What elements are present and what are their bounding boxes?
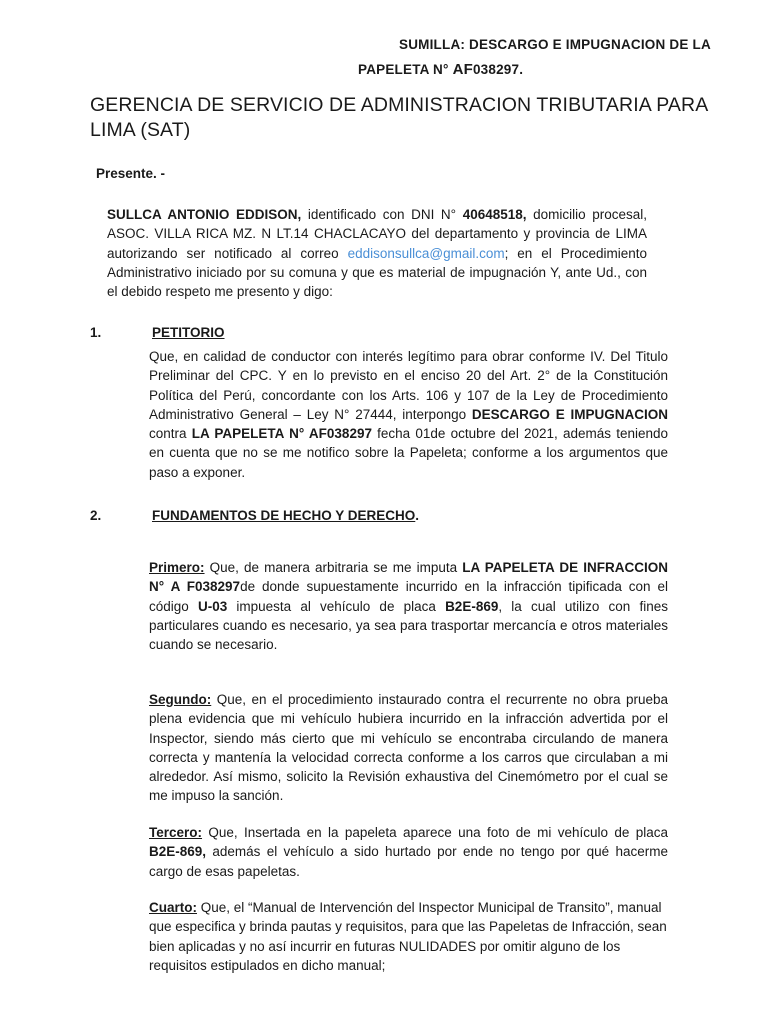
section-1-heading: PETITORIO [152,325,225,340]
section-2-number: 2. [90,508,102,523]
petitorio-paragraph: Que, en calidad de conductor con interés legítimo para obrar conforme IV. Del Titulo Preliminar del CPC. Y en lo previsto en el enciso 20 del Art. 2° de la Constitución Política del Perú, concordante con los Arts. 106 y 107 de la Ley de Procedimiento Administrativo General – Ley N° 27444, interpongo DESCARGO E IMPUGNACION contra LA PAPELETA N° AF038297 fecha 01de octubre del 2021, además teniendo en cuenta que no se me notifico sobre la Papeleta; conforme a los argumentos que paso a exponer. [149,349,669,480]
tercero-paragraph: Tercero: Que, Insertada en la papeleta aparece una foto de mi vehículo de placa B2E-869, además el vehículo a sido hurtado por ende no tengo por qué hacerme cargo de esas papeletas. [149,825,668,879]
email-link[interactable]: eddisonsullca@gmail.com [347,245,505,261]
cuarto-paragraph: Cuarto: Que, el “Manual de Intervención del Inspector Municipal de Transito”, manual que especifica y brinda pautas y requisitos, para que las Papeletas de Infracción, sean bien aplicadas y no así incurrir en futuras NULIDADES por omitir alguno de los requisitos estipulados en dicho manual; [149,900,667,973]
sumilla-line-1: SUMILLA: DESCARGO E IMPUGNACION DE LA [399,37,711,52]
intro-paragraph: SULLCA ANTONIO EDDISON, identificado con DNI N° 40648518, domicilio procesal, ASOC. VILLA RICA MZ. N LT.14 CHACLACAYO del departamento y provincia de LIMA autorizando ser notificado al correo eddisonsullca@gmail.com; en el Procedimiento Administrativo iniciado por su comuna y que es material de impugnación Y, ante Ud., con el debido respeto me presento y digo: [107,207,648,300]
sumilla-line-2: PAPELETA N° AF038297. [358,61,524,78]
primero-paragraph: Primero: Que, de manera arbitraria se me imputa LA PAPELETA DE INFRACCION N° A F038297de donde supuestamente incurrido en la infracción tipificada con el código U-03 impuesta al vehículo de placa B2E-869, la cual utilizo con fines particulares cuando es necesario, ya sea para trasportar mercancía e otros materiales cuando se necesario. [149,560,668,653]
presente-label: Presente. - [96,166,166,181]
segundo-paragraph: Segundo: Que, en el procedimiento instaurado contra el recurrente no obra prueba plena evidencia que mi vehículo hubiera incurrido en la infracción advertida por el Inspector, siendo más cierto que mi vehículo se encontraba circulando de manera correcta y mantenía la velocidad correcta conforme a los carros que circulaban a mi alrededor. Así mismo, solicito la Revisión exhaustiva del Cinemómetro por el cual se me impuso la sanción. [149,692,668,804]
addressee-title: GERENCIA DE SERVICIO DE ADMINISTRACION TRIBUTARIA PARA LIMA (SAT) [90,94,709,141]
section-1-number: 1. [90,325,102,340]
section-2-heading: FUNDAMENTOS DE HECHO Y DERECHO. [152,508,420,523]
